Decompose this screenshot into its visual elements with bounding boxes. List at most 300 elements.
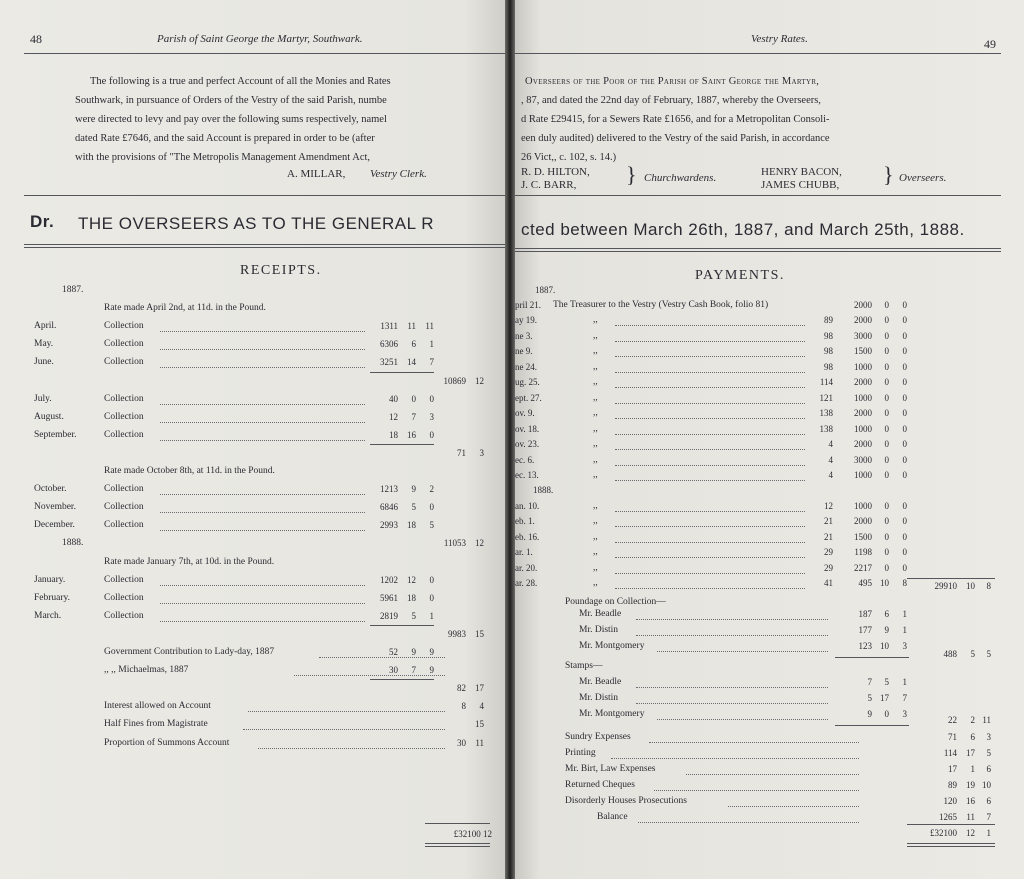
leader-dots <box>160 349 365 350</box>
payment-pence: 0 <box>902 315 907 325</box>
receipt-pounds: 3251 <box>380 357 398 367</box>
receipt-description: 1888. <box>62 538 84 548</box>
overseer-name: HENRY BACON, <box>761 166 842 178</box>
title-rule <box>515 248 1001 252</box>
receipt-description: Rate made January 7th, at 10d. in the Pound. <box>104 557 275 567</box>
leader-dots <box>615 465 805 466</box>
payment-pence: 1 <box>902 625 907 635</box>
receipt-pence: 1 <box>429 339 434 349</box>
payment-item-shillings: 1 <box>970 764 975 774</box>
payment-shillings: 0 <box>884 408 889 418</box>
payment-pounds: 2217 <box>854 563 872 573</box>
payment-folio: 114 <box>819 377 833 387</box>
group-label: Stamps— <box>565 661 603 671</box>
payment-description: ,, <box>593 362 598 372</box>
payment-pounds: 3000 <box>854 331 872 341</box>
book-gutter <box>505 0 515 879</box>
payment-item-shillings: 19 <box>966 780 975 790</box>
receipt-month: January. <box>34 575 66 585</box>
title-right-part: cted between March 26th, 1887, and March 25th, 1888. <box>521 220 965 239</box>
payment-description: ,, <box>593 346 598 356</box>
payment-pence: 0 <box>902 393 907 403</box>
receipt-subtotal-shillings: 15 <box>475 629 484 639</box>
receipt-pounds: 30 <box>389 665 398 675</box>
receipt-subtotal-shillings: 12 <box>475 376 484 386</box>
payment-folio: 41 <box>824 578 833 588</box>
payment-item-pounds: 17 <box>948 764 957 774</box>
payment-pence: 0 <box>902 532 907 542</box>
leader-dots <box>615 341 805 342</box>
receipt-pence: 0 <box>429 593 434 603</box>
receipt-shillings: 12 <box>407 575 416 585</box>
receipt-shillings: 6 <box>411 339 416 349</box>
payment-pence: 3 <box>902 641 907 651</box>
payment-folio: 12 <box>824 501 833 511</box>
leader-dots <box>160 367 365 368</box>
payment-pence: 0 <box>902 501 907 511</box>
payment-shillings: 0 <box>884 300 889 310</box>
receipt-month: December. <box>34 520 75 530</box>
payment-description: ,, <box>593 377 598 387</box>
payment-item-pence: 10 <box>982 780 991 790</box>
payment-item-pounds: 1265 <box>939 812 957 822</box>
payments-title: PAYMENTS. <box>695 268 785 283</box>
payment-pounds: 2000 <box>854 439 872 449</box>
leader-dots <box>657 651 828 652</box>
payment-folio: 29 <box>824 547 833 557</box>
churchwarden-name: R. D. HILTON, <box>521 166 590 178</box>
payment-pounds: 1000 <box>854 470 872 480</box>
receipt-subtotal-shillings: 3 <box>479 448 484 458</box>
payment-description: ,, <box>593 393 598 403</box>
payment-shillings: 0 <box>884 547 889 557</box>
payment-shillings: 0 <box>884 424 889 434</box>
payment-item-pounds: 114 <box>943 748 957 758</box>
payments-grand-total-shillings: 12 <box>966 828 975 838</box>
receipt-subtotal-pounds: 82 <box>457 683 466 693</box>
leader-dots <box>654 790 859 791</box>
receipt-month: October. <box>34 484 67 494</box>
left-page-number: 48 <box>30 32 42 46</box>
receipt-pounds: 6306 <box>380 339 398 349</box>
leader-dots <box>160 585 365 586</box>
leader-dots <box>258 748 445 749</box>
receipt-pounds: 2819 <box>380 611 398 621</box>
receipt-month: February. <box>34 593 71 603</box>
receipt-pence: 0 <box>429 430 434 440</box>
overseer-name: JAMES CHUBB, <box>761 179 840 191</box>
group-label: Poundage on Collection— <box>565 597 666 607</box>
overseers-label: Overseers. <box>899 172 947 184</box>
payment-item-pence: 5 <box>986 748 991 758</box>
payment-folio: 21 <box>824 532 833 542</box>
leader-dots <box>615 356 805 357</box>
payments-grand-total-pounds: £32100 <box>930 828 957 838</box>
payment-pounds: 1000 <box>854 362 872 372</box>
payment-date: ne 9. <box>515 346 533 356</box>
subtotal-rule <box>370 679 434 680</box>
payment-shillings: 17 <box>880 693 889 703</box>
payment-item-shillings: 6 <box>970 732 975 742</box>
receipt-pounds: 5961 <box>380 593 398 603</box>
payment-pence: 0 <box>902 563 907 573</box>
leader-dots <box>243 729 445 730</box>
receipts-total-double-rule <box>425 843 490 847</box>
payment-date: pril 21. <box>515 300 541 310</box>
receipt-pounds: 40 <box>389 394 398 404</box>
leader-dots <box>636 703 828 704</box>
payment-pence: 0 <box>902 377 907 387</box>
receipt-shillings: 9 <box>411 484 416 494</box>
right-intro-line: Overseers of the Poor of the Parish of Saint George the Martyr, <box>525 76 820 87</box>
payment-shillings: 10 <box>880 578 889 588</box>
leader-dots <box>636 635 828 636</box>
subtotal-rule <box>835 657 909 658</box>
payment-date: ov. 23. <box>515 439 540 449</box>
payment-shillings: 0 <box>884 709 889 719</box>
payment-folio: 4 <box>828 455 833 465</box>
receipt-description: Half Fines from Magistrate <box>104 719 208 729</box>
payment-pounds: 2000 <box>854 516 872 526</box>
leader-dots <box>657 719 828 720</box>
receipt-shillings: 7 <box>411 412 416 422</box>
payment-pounds: 2000 <box>854 408 872 418</box>
receipt-pence: 5 <box>429 520 434 530</box>
total-rule <box>907 824 995 825</box>
payment-shillings: 0 <box>884 532 889 542</box>
payment-date: ov. 18. <box>515 424 540 434</box>
leader-dots <box>686 774 859 775</box>
receipt-subtotal-pounds: 8 <box>461 701 466 711</box>
receipt-pence: 0 <box>429 502 434 512</box>
left-running-head: Parish of Saint George the Martyr, Southwark. <box>157 33 363 45</box>
payment-description: The Treasurer to the Vestry (Vestry Cash Book, folio 81) <box>553 300 769 310</box>
leader-dots <box>615 480 805 481</box>
receipts-title: RECEIPTS. <box>240 263 322 278</box>
receipt-subtotal-pounds: 30 <box>457 738 466 748</box>
payment-date: 1888. <box>533 485 554 495</box>
churchwardens-label: Churchwardens. <box>644 172 717 184</box>
payment-description: ,, <box>593 331 598 341</box>
receipt-shillings: 14 <box>407 357 416 367</box>
payment-pounds: 123 <box>858 641 872 651</box>
payment-description: ,, <box>593 578 598 588</box>
receipt-description: Collection <box>104 575 144 585</box>
left-page <box>0 0 505 879</box>
payment-description: ,, <box>593 547 598 557</box>
payment-folio: 4 <box>828 439 833 449</box>
receipt-description: Government Contribution to Lady-day, 1887 <box>104 647 275 657</box>
payment-description: ,, <box>593 563 598 573</box>
receipt-month: April. <box>34 321 57 331</box>
receipt-month: June. <box>34 357 54 367</box>
leader-dots <box>615 418 805 419</box>
leader-dots <box>615 449 805 450</box>
overseers-brace: } <box>883 162 894 187</box>
receipt-pounds: 52 <box>389 647 398 657</box>
dr-label: Dr. <box>30 212 55 231</box>
leader-dots <box>615 372 805 373</box>
right-running-head: Vestry Rates. <box>751 33 808 45</box>
payment-pounds: 177 <box>858 625 872 635</box>
leader-dots <box>638 822 859 823</box>
payee-name: Mr. Beadle <box>579 677 622 687</box>
churchwarden-name: J. C. BARR, <box>521 179 577 191</box>
leader-dots <box>160 621 365 622</box>
payment-pounds: 5 <box>867 693 872 703</box>
payment-pence: 0 <box>902 362 907 372</box>
payment-item-name: Balance <box>597 812 628 822</box>
payment-pence: 1 <box>902 677 907 687</box>
payment-folio: 4 <box>828 470 833 480</box>
intro-rule <box>24 195 505 196</box>
right-page <box>515 0 1024 879</box>
receipt-description: ,, ,, Michaelmas, 1887 <box>104 665 189 675</box>
payment-description: ,, <box>593 455 598 465</box>
receipt-description: Rate made October 8th, at 11d. in the Pound. <box>104 466 275 476</box>
receipt-month: March. <box>34 611 62 621</box>
payment-shillings: 10 <box>880 641 889 651</box>
leader-dots <box>160 440 365 441</box>
payment-date: ug. 25. <box>515 377 540 387</box>
receipt-shillings: 0 <box>411 394 416 404</box>
group-total-pence: 11 <box>982 715 991 725</box>
payment-description: ,, <box>593 532 598 542</box>
payment-pounds: 1000 <box>854 393 872 403</box>
payment-pence: 0 <box>902 331 907 341</box>
payment-shillings: 0 <box>884 315 889 325</box>
payment-folio: 98 <box>824 362 833 372</box>
group-total-shillings: 2 <box>970 715 975 725</box>
payment-item-pence: 6 <box>986 796 991 806</box>
payee-name: Mr. Distin <box>579 625 619 635</box>
receipt-subtotal-shillings: 12 <box>475 538 484 548</box>
payment-shillings: 0 <box>884 377 889 387</box>
receipt-month: May. <box>34 339 54 349</box>
payment-shillings: 9 <box>884 625 889 635</box>
payment-folio: 21 <box>824 516 833 526</box>
payment-pounds: 9 <box>867 709 872 719</box>
receipt-subtotal-pounds: 11053 <box>443 538 466 548</box>
leader-dots <box>636 619 828 620</box>
receipt-pence: 11 <box>425 321 434 331</box>
payment-item-pounds: 120 <box>943 796 957 806</box>
receipt-subtotal-pounds: 10869 <box>443 376 466 386</box>
receipt-pounds: 6846 <box>380 502 398 512</box>
receipt-description: Collection <box>104 484 144 494</box>
receipt-shillings: 18 <box>407 593 416 603</box>
payments-year: 1887. <box>535 285 556 295</box>
right-page-number: 49 <box>984 37 996 51</box>
receipt-description: Interest allowed on Account <box>104 701 211 711</box>
payment-pence: 7 <box>902 693 907 703</box>
receipt-month: July. <box>34 394 52 404</box>
leader-dots <box>611 758 859 759</box>
payment-shillings: 0 <box>884 501 889 511</box>
receipt-description: Collection <box>104 357 144 367</box>
payment-folio: 121 <box>819 393 833 403</box>
receipt-pounds: 12 <box>389 412 398 422</box>
clerk-title: Vestry Clerk. <box>370 168 427 180</box>
receipt-month: September. <box>34 430 77 440</box>
payee-name: Mr. Beadle <box>579 609 622 619</box>
payment-pence: 0 <box>902 547 907 557</box>
receipt-month: August. <box>34 412 64 422</box>
left-intro-line: dated Rate £7646, and the said Account is prepared in order to be (after <box>75 133 375 144</box>
payment-pounds: 2000 <box>854 377 872 387</box>
leader-dots <box>319 657 445 658</box>
leader-dots <box>294 675 445 676</box>
payment-pounds: 2000 <box>854 300 872 310</box>
receipt-description: Collection <box>104 339 144 349</box>
payment-date: ay 19. <box>515 315 537 325</box>
payment-item-pence: 6 <box>986 764 991 774</box>
payment-description: ,, <box>593 424 598 434</box>
leader-dots <box>160 422 365 423</box>
receipt-description: Collection <box>104 502 144 512</box>
receipt-shillings: 16 <box>407 430 416 440</box>
payment-item-pounds: 89 <box>948 780 957 790</box>
receipt-shillings: 11 <box>407 321 416 331</box>
receipt-subtotal-shillings: 4 <box>479 701 484 711</box>
receipt-shillings: 5 <box>411 611 416 621</box>
payment-item-name: Mr. Birt, Law Expenses <box>565 764 656 774</box>
payment-date: ec. 6. <box>515 455 535 465</box>
receipts-total-rule <box>425 823 490 824</box>
payment-pounds: 7 <box>867 677 872 687</box>
leader-dots <box>160 494 365 495</box>
receipt-pence: 0 <box>429 575 434 585</box>
intro-rule <box>515 195 1001 196</box>
payment-item-shillings: 17 <box>966 748 975 758</box>
clerk-name: A. MILLAR, <box>287 168 346 180</box>
payment-folio: 98 <box>824 346 833 356</box>
payment-pounds: 187 <box>858 609 872 619</box>
payee-name: Mr. Montgomery <box>579 641 645 651</box>
group-total-pounds: 22 <box>948 715 957 725</box>
left-intro-line: were directed to levy and pay over the following sums respectively, namel <box>75 114 387 125</box>
payment-pence: 0 <box>902 470 907 480</box>
receipt-description: 1887. <box>62 285 84 295</box>
receipt-description: Collection <box>104 430 144 440</box>
payment-pence: 0 <box>902 346 907 356</box>
payment-description: ,, <box>593 501 598 511</box>
leader-dots <box>615 557 805 558</box>
payment-item-shillings: 16 <box>966 796 975 806</box>
title-left-part: THE OVERSEERS AS TO THE GENERAL R <box>78 214 434 233</box>
payment-shillings: 0 <box>884 455 889 465</box>
receipt-pence: 0 <box>429 394 434 404</box>
payment-pence: 1 <box>902 609 907 619</box>
header-rule <box>24 53 505 54</box>
payment-pounds: 1000 <box>854 424 872 434</box>
payment-shillings: 0 <box>884 516 889 526</box>
payment-pence: 0 <box>902 300 907 310</box>
leader-dots <box>615 387 805 388</box>
payment-pence: 3 <box>902 709 907 719</box>
payment-item-pounds: 71 <box>948 732 957 742</box>
payee-name: Mr. Montgomery <box>579 709 645 719</box>
receipt-pounds: 1311 <box>380 321 398 331</box>
leader-dots <box>649 742 860 743</box>
receipt-pounds: 2993 <box>380 520 398 530</box>
payment-date: an. 10. <box>515 501 540 511</box>
churchwardens-brace: } <box>626 162 637 187</box>
payment-date: eb. 1. <box>515 516 535 526</box>
payment-shillings: 6 <box>884 609 889 619</box>
leader-dots <box>160 404 365 405</box>
leader-dots <box>615 526 805 527</box>
payment-date: ne 3. <box>515 331 533 341</box>
receipt-description: Proportion of Summons Account <box>104 738 230 748</box>
receipt-shillings: 7 <box>411 665 416 675</box>
payment-shillings: 0 <box>884 362 889 372</box>
group-total-shillings: 5 <box>970 649 975 659</box>
receipt-pounds: 18 <box>389 430 398 440</box>
receipt-description: Collection <box>104 321 144 331</box>
payment-pounds: 3000 <box>854 455 872 465</box>
leader-dots <box>160 530 365 531</box>
receipt-description: Collection <box>104 520 144 530</box>
leader-dots <box>615 573 805 574</box>
payment-date: ar. 20. <box>515 563 538 573</box>
subtotal-rule <box>907 578 995 579</box>
group-total-pounds: 488 <box>943 649 957 659</box>
payment-pounds: 1198 <box>854 547 872 557</box>
receipt-pence: 7 <box>429 357 434 367</box>
receipt-subtotal-shillings: 15 <box>475 719 484 729</box>
payment-date: ept. 27. <box>515 393 542 403</box>
leader-dots <box>728 806 859 807</box>
payment-item-shillings: 11 <box>966 812 975 822</box>
payment-item-name: Disorderly Houses Prosecutions <box>565 796 687 806</box>
receipt-pence: 1 <box>429 611 434 621</box>
leader-dots <box>615 403 805 404</box>
payment-description: ,, <box>593 315 598 325</box>
payment-folio: 89 <box>824 315 833 325</box>
receipt-shillings: 18 <box>407 520 416 530</box>
payment-date: ar. 1. <box>515 547 533 557</box>
payment-shillings: 0 <box>884 563 889 573</box>
payee-name: Mr. Distin <box>579 693 619 703</box>
payment-pounds: 1500 <box>854 532 872 542</box>
right-intro-line: 26 Vict,, c. 102, s. 14.) <box>521 152 617 163</box>
left-intro-line: with the provisions of "The Metropolis Management Amendment Act, <box>75 152 371 163</box>
right-intro-line: een duly audited) delivered to the Vestry of the said Parish, in accordance <box>521 133 830 144</box>
payment-date: eb. 16. <box>515 532 540 542</box>
receipt-pounds: 1202 <box>380 575 398 585</box>
payment-pounds: 495 <box>858 578 872 588</box>
receipt-description: Collection <box>104 593 144 603</box>
payment-shillings: 0 <box>884 331 889 341</box>
title-rule <box>24 244 505 248</box>
leader-dots <box>160 331 365 332</box>
receipt-description: Collection <box>104 611 144 621</box>
payment-shillings: 0 <box>884 470 889 480</box>
payment-description: ,, <box>593 516 598 526</box>
receipt-pence: 2 <box>429 484 434 494</box>
payment-shillings: 0 <box>884 346 889 356</box>
payment-pence: 0 <box>902 424 907 434</box>
left-intro-line: The following is a true and perfect Account of all the Monies and Rates <box>90 76 391 87</box>
subtotal-rule <box>370 444 434 445</box>
receipt-description: Rate made April 2nd, at 11d. in the Pound. <box>104 303 266 313</box>
leader-dots <box>636 687 828 688</box>
receipt-subtotal-pounds: 9983 <box>448 629 466 639</box>
receipt-pence: 3 <box>429 412 434 422</box>
payment-date: ne 24. <box>515 362 537 372</box>
payment-date: ov. 9. <box>515 408 535 418</box>
